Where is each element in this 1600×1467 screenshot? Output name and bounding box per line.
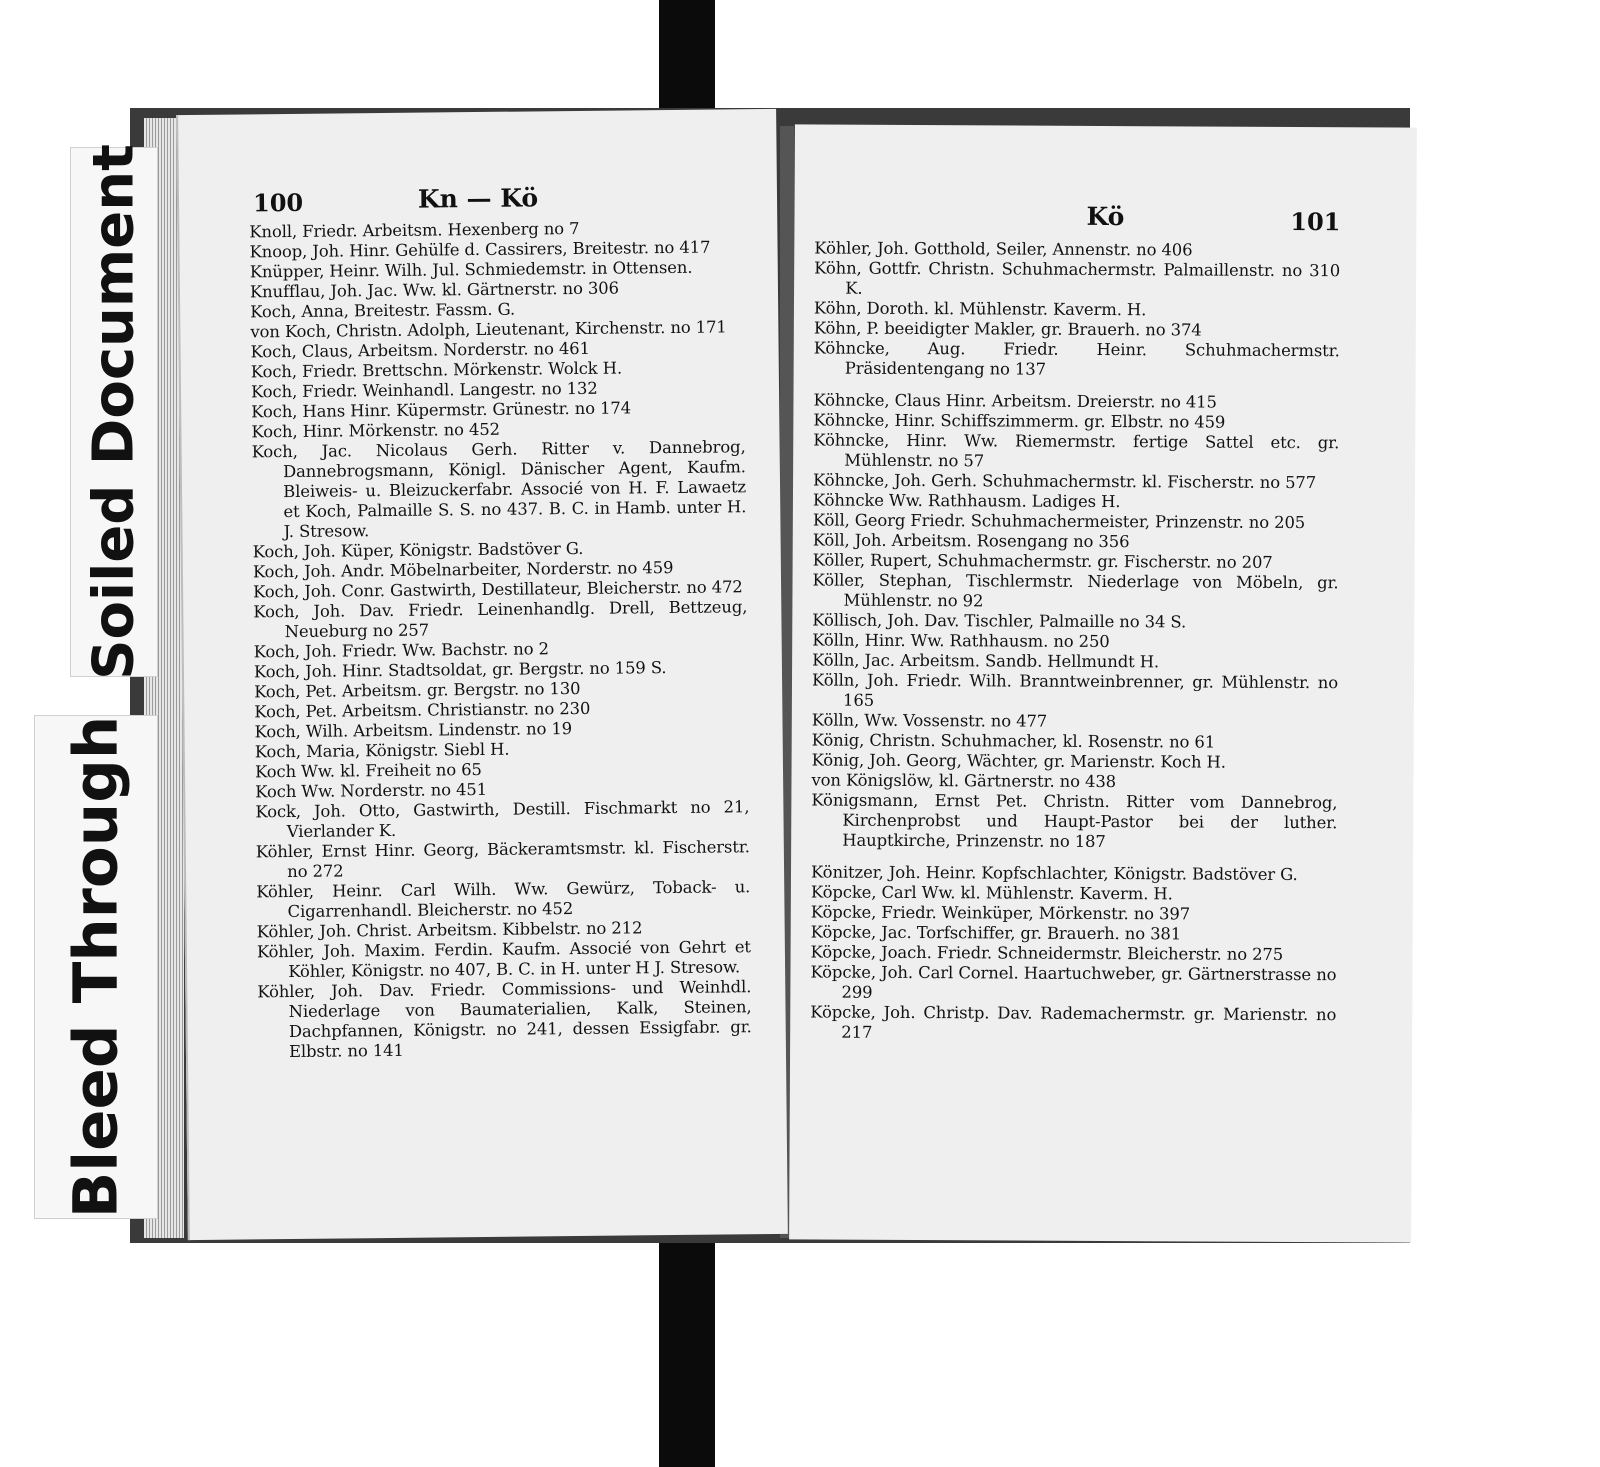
directory-entry: Knufflau, Joh. Jac. Ww. kl. Gärtnerstr. no 306 (249, 278, 619, 302)
directory-entry: Koch Ww. Norderstr. no 451 (255, 779, 488, 802)
directory-entry: König, Christn. Schuhmacher, kl. Rosenstr. no 61 (811, 730, 1216, 752)
directory-entry: Kölln, Joh. Friedr. Wilh. Branntweinbrenner, gr. Mühlenstr. no 165 (811, 670, 1339, 710)
directory-entry: Koch, Joh. Küper, Königstr. Badstöver G. (252, 538, 584, 562)
left-page (176, 109, 788, 1240)
directory-entry: Köll, Joh. Arbeitsm. Rosengang no 356 (812, 530, 1130, 552)
right-running-head: Kö (1086, 201, 1125, 232)
directory-entry: von Koch, Christn. Adolph, Lieutenant, Kirchenstr. no 171 (250, 317, 727, 342)
directory-entry: Köllisch, Joh. Dav. Tischler, Palmaille no 34 S. (812, 610, 1187, 632)
bleed-through-label (34, 715, 158, 1219)
directory-entry: Koch, Claus, Arbeitsm. Norderstr. no 461 (250, 338, 590, 362)
directory-entry: Köhncke, Hinr. Schiffszimmerm. gr. Elbstr. no 459 (813, 410, 1226, 432)
directory-entry: Köpcke, Jac. Torfschiffer, gr. Brauerh. no 381 (810, 922, 1182, 944)
directory-entry: Köll, Georg Friedr. Schuhmachermeister, Prinzenstr. no 205 (812, 510, 1306, 533)
directory-entry: Köhncke, Claus Hinr. Arbeitsm. Dreierstr. no 415 (813, 390, 1217, 412)
directory-entry: Koch, Pet. Arbeitsm. gr. Bergstr. no 130 (254, 678, 581, 702)
directory-entry: Köller, Rupert, Schuhmachermstr. gr. Fischerstr. no 207 (812, 550, 1273, 572)
directory-entry: Koch, Joh. Friedr. Ww. Bachstr. no 2 (253, 639, 550, 662)
directory-entry: Köhler, Joh. Dav. Friedr. Commissions- und Weinhdl. Niederlage von Baumaterialien, Kalk, Steinen, Dachpfannen, Königstr. no 241, dessen Essigfabr. gr. Elbstr. no 141 (257, 977, 752, 1062)
right-page-header (795, 124, 1417, 237)
directory-entry: Köller, Stephan, Tischlermstr. Niederlage von Möbeln, gr. Mühlenstr. no 92 (812, 570, 1339, 611)
soiled-document-label-text: Soiled Document (81, 144, 147, 680)
directory-entry: Köhncke Ww. Rathhausm. Ladiges H. (812, 490, 1121, 512)
directory-entry: Knoll, Friedr. Arbeitsm. Hexenberg no 7 (249, 218, 580, 242)
directory-entry: Köhncke, Joh. Gerh. Schuhmachermstr. kl. Fischerstr. no 577 (813, 470, 1317, 493)
directory-entry: Knoop, Joh. Hinr. Gehülfe d. Cassirers, Breitestr. no 417 (249, 237, 711, 262)
directory-entry: Köpcke, Joach. Friedr. Schneidermstr. Bleicherstr. no 275 (810, 942, 1284, 964)
directory-entry: Koch, Maria, Königstr. Siebl H. (254, 739, 510, 762)
directory-entry: Köhler, Joh. Gotthold, Seiler, Annenstr. no 406 (814, 238, 1193, 260)
directory-entry: Köhn, Doroth. kl. Mühlenstr. Kaverm. H. (813, 298, 1147, 320)
directory-entry: Koch, Friedr. Brettschn. Mörkenstr. Wolck H. (250, 358, 623, 382)
directory-entry: Köhn, P. beeidigter Makler, gr. Brauerh. no 374 (813, 318, 1202, 340)
directory-entry: Kock, Joh. Otto, Gastwirth, Destill. Fischmarkt no 21, Vierlander K. (255, 797, 750, 842)
directory-entry: König, Joh. Georg, Wächter, gr. Marienstr. Koch H. (811, 750, 1226, 772)
directory-entry: Koch, Hinr. Mörkenstr. no 452 (251, 419, 501, 442)
soiled-document-label (70, 144, 158, 680)
right-page (789, 124, 1417, 1242)
directory-entry: Koch, Hans Hinr. Küpermstr. Grünestr. no 174 (251, 398, 632, 422)
bleed-through-label-text: Bleed Through (60, 715, 132, 1219)
right-page-number: 101 (1290, 206, 1341, 237)
left-running-head: Kn — Kö (417, 183, 539, 214)
left-page-number: 100 (252, 187, 304, 218)
directory-entry: Köhncke, Hinr. Ww. Riemermstr. fertige Sattel etc. gr. Mühlenstr. no 57 (813, 430, 1340, 471)
directory-entry: Köpcke, Friedr. Weinküper, Mörkenstr. no 397 (810, 902, 1191, 924)
directory-entry: Koch, Anna, Breitestr. Fassm. G. (250, 299, 516, 322)
directory-entry: Köpcke, Joh. Christp. Dav. Rademachermstr. gr. Marienstr. no 217 (810, 1002, 1337, 1042)
directory-entry: Koch, Jac. Nicolaus Gerh. Ritter v. Dannebrog, Dannebrogsmann, Königl. Dänischer Agent, Kaufm. Bleiweis- u. Bleizuckerfabr. Associé von H. F. Lawaetz et Koch, Palmaille S. S. no 437. B. C. in Hamb. unter H. J. Stresow. (251, 437, 747, 542)
directory-entry: Koch, Friedr. Weinhandl. Langestr. no 132 (250, 378, 598, 402)
directory-entry: Kölln, Ww. Vossenstr. no 477 (811, 710, 1048, 731)
directory-entry: Koch, Joh. Dav. Friedr. Leinenhandlg. Drell, Bettzeug, Neueburg no 257 (253, 597, 748, 642)
directory-entry: Köhler, Joh. Christ. Arbeitsm. Kibbelstr. no 212 (256, 918, 643, 942)
directory-entry: Köhler, Joh. Maxim. Ferdin. Kaufm. Associé von Gehrt et Köhler, Königstr. no 407, B. C. in H. unter H J. Stresow. (256, 937, 751, 982)
directory-entry: Köpcke, Joh. Carl Cornel. Haartuchweber, gr. Gärtnerstrasse no 299 (810, 962, 1337, 1002)
directory-entry: von Königslöw, kl. Gärtnerstr. no 438 (811, 770, 1117, 792)
directory-entry: Koch Ww. kl. Freiheit no 65 (254, 760, 482, 782)
left-entry-list (179, 217, 786, 1063)
directory-entry: Koch, Pet. Arbeitsm. Christianstr. no 230 (254, 698, 591, 722)
directory-entry: Köhler, Heinr. Carl Wilh. Ww. Gewürz, Toback- u. Cigarrenhandl. Bleicherstr. no 452 (256, 877, 751, 922)
directory-entry: Köhncke, Aug. Friedr. Heinr. Schuhmachermstr. Präsidentengang no 137 (813, 338, 1340, 379)
directory-entry: Köhler, Ernst Hinr. Georg, Bäckeramtsmstr. kl. Fischerstr. no 272 (255, 837, 750, 882)
directory-entry: Könitzer, Joh. Heinr. Kopfschlachter, Königstr. Badstöver G. (810, 862, 1298, 885)
directory-entry: Königsmann, Ernst Pet. Christn. Ritter vom Dannebrog, Kirchenprobst und Haupt-Pastor bei der luther. Hauptkirche, Prinzenstr. no 187 (811, 790, 1338, 852)
directory-entry: Kölln, Hinr. Ww. Rathhausm. no 250 (812, 630, 1110, 652)
directory-entry: Köhn, Gottfr. Christn. Schuhmachermstr. Palmaillenstr. no 310 K. (814, 258, 1341, 298)
directory-entry: Koch, Joh. Conr. Gastwirth, Destillateur, Bleicherstr. no 472 (253, 577, 743, 602)
directory-entry: Kölln, Jac. Arbeitsm. Sandb. Hellmundt H. (812, 650, 1160, 672)
directory-entry: Knüpper, Heinr. Wilh. Jul. Schmiedemstr. in Ottensen. (249, 257, 693, 282)
right-entry-list (790, 238, 1416, 1045)
left-page-header (178, 109, 777, 218)
directory-entry: Koch, Wilh. Arbeitsm. Lindenstr. no 19 (254, 719, 573, 742)
directory-entry: Koch, Joh. Andr. Möbelnarbeiter, Norderstr. no 459 (252, 557, 674, 582)
directory-entry: Koch, Joh. Hinr. Stadtsoldat, gr. Bergstr. no 159 S. (253, 658, 667, 682)
directory-entry: Köpcke, Carl Ww. kl. Mühlenstr. Kaverm. H. (810, 882, 1173, 904)
